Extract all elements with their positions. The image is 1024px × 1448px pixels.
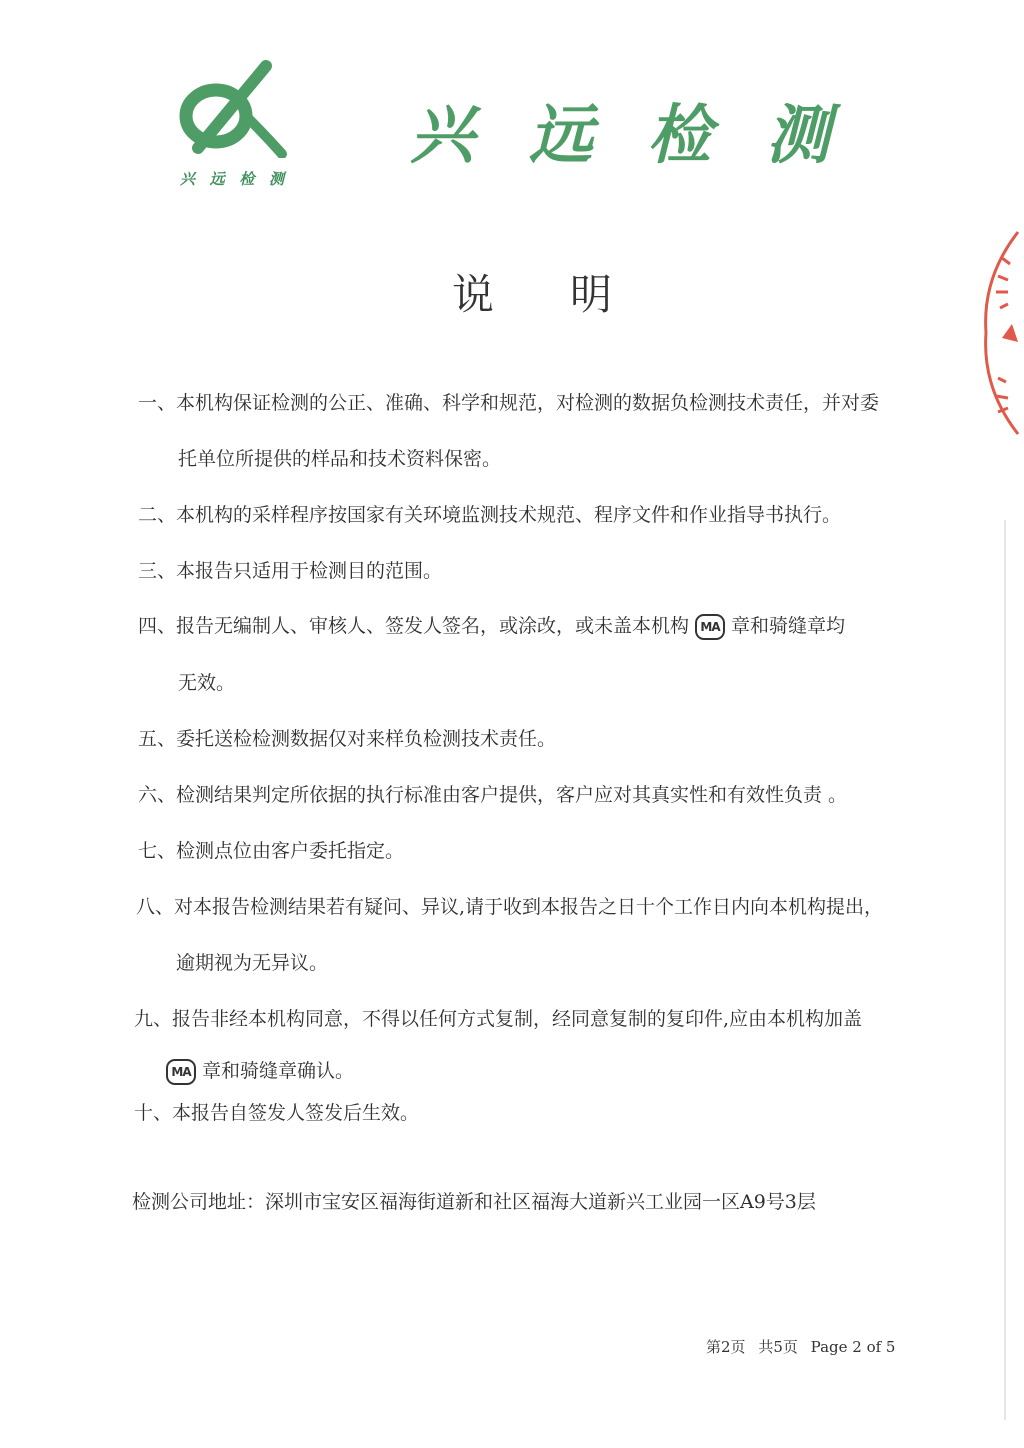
clause-8-cont: 逾期视为无异议。 bbox=[176, 952, 329, 974]
company-address: 检测公司地址：深圳市宝安区福海街道新和社区福海大道新兴工业园一区A9号3层 bbox=[132, 1191, 816, 1213]
page-footer bbox=[706, 1336, 903, 1357]
clause-8: 八、对本报告检测结果若有疑问、异议,请于收到本报告之日十个工作日内向本机构提出， bbox=[136, 896, 884, 918]
brand-char: 测 bbox=[765, 98, 830, 173]
brand-name bbox=[410, 84, 830, 176]
brand-char: 检 bbox=[647, 98, 712, 173]
logo-caption-char: 兴 bbox=[180, 170, 196, 188]
company-logo bbox=[178, 58, 288, 158]
clause-1: 一、本机构保证检测的公正、准确、科学和规范，对检测的数据负检测技术责任，并对委 bbox=[138, 392, 880, 414]
logo-caption-char: 测 bbox=[268, 170, 284, 188]
clause-6: 六、检测结果判定所依据的执行标准由客户提供，客户应对其真实性和有效性负责 。 bbox=[138, 784, 848, 806]
page-number-en: Page 2 of 5 bbox=[810, 1338, 896, 1356]
page-title bbox=[452, 262, 612, 322]
logo-caption-char: 检 bbox=[239, 170, 255, 188]
brand-char: 兴 bbox=[410, 98, 474, 173]
clause-4-text: 四、报告无编制人、审核人、签发人签名，或涂改，或未盖本机构 bbox=[138, 615, 690, 637]
clause-9-cont-text: 章和骑缝章确认。 bbox=[202, 1060, 355, 1082]
title-char: 说 bbox=[452, 270, 495, 319]
clause-4 bbox=[138, 611, 845, 640]
clause-9: 九、报告非经本机构同意，不得以任何方式复制，经同意复制的复印件,应由本机构加盖 bbox=[134, 1008, 863, 1030]
clause-4-text-tail: 章和骑缝章均 bbox=[731, 615, 846, 637]
page-number-cn: 第2页 bbox=[706, 1338, 746, 1356]
page-total-cn: 共5页 bbox=[758, 1338, 798, 1356]
cma-mark-icon: MA bbox=[166, 1059, 196, 1085]
clause-2: 二、本机构的采样程序按国家有关环境监测技术规范、程序文件和作业指导书执行。 bbox=[138, 504, 842, 526]
clause-10: 十、本报告自签发人签发后生效。 bbox=[134, 1102, 420, 1124]
seam-stamp-image bbox=[972, 228, 1020, 438]
clause-4-cont: 无效。 bbox=[178, 672, 236, 694]
clause-1-cont: 托单位所提供的样品和技术资料保密。 bbox=[178, 448, 502, 470]
clause-3: 三、本报告只适用于检测目的范围。 bbox=[138, 560, 443, 582]
clause-5: 五、委托送检检测数据仅对来样负检测技术责任。 bbox=[138, 728, 557, 750]
scan-edge-divider bbox=[1004, 520, 1006, 1420]
cma-mark-icon: MA bbox=[695, 614, 725, 640]
clause-9-cont bbox=[166, 1056, 354, 1085]
title-char: 明 bbox=[569, 270, 612, 319]
brand-char: 远 bbox=[528, 98, 593, 173]
logo-caption-char: 远 bbox=[209, 170, 225, 188]
clause-7: 七、检测点位由客户委托指定。 bbox=[138, 840, 405, 862]
logo-caption bbox=[180, 168, 284, 189]
